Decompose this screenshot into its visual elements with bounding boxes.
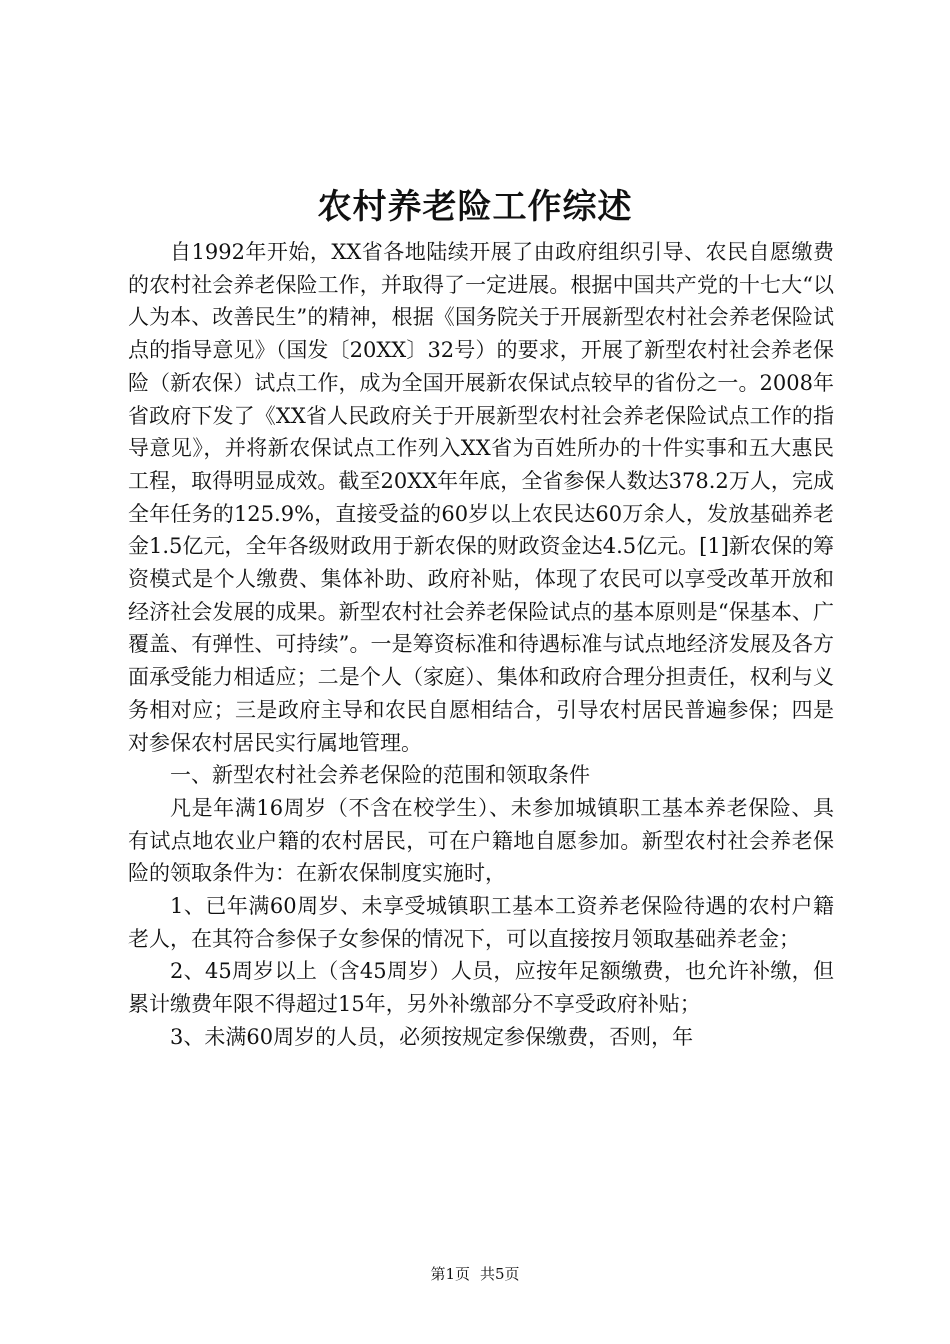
- paragraph-intro: 自1992年开始，XX省各地陆续开展了由政府组织引导、农民自愿缴费的农村社会养老保险工作，并取得了一定进展。根据中国共产党的十七大“以人为本、改善民生”的精神，根据《国务院关于开展新型农村社会养老保险试点的指导意见》（国发〔20XX〕32号）的要求，开展了新型农村社会养老保险（新农保）试点工作，成为全国开展新农保试点较早的省份之一。2008年省政府下发了《XX省人民政府关于开展新型农村社会养老保险试点工作的指导意见》，并将新农保试点工作列入XX省为百姓所办的十件实事和五大惠民工程，取得明显成效。截至20XX年年底，全省参保人数达378.2万人，完成全年任务的125.9%，直接受益的60岁以上农民达60万余人，发放基础养老金1.5亿元，全年各级财政用于新农保的财政资金达4.5亿元。[1]新农保的筹资模式是个人缴费、集体补助、政府补贴，体现了农民可以享受改革开放和经济社会发展的成果。新型农村社会养老保险试点的基本原则是“保基本、广覆盖、有弹性、可持续”。一是筹资标准和待遇标准与试点地经济发展及各方面承受能力相适应；二是个人（家庭）、集体和政府合理分担责任，权利与义务相对应；三是政府主导和农民自愿相结合，引导农村居民普遍参保；四是对参保农村居民实行属地管理。: [128, 240, 834, 755]
- page-total: 共5页: [480, 1265, 520, 1283]
- document-title: 农村养老险工作综述: [317, 187, 633, 227]
- page-footer: [0, 1264, 950, 1284]
- section-heading: 一、新型农村社会养老保险的范围和领取条件: [170, 763, 590, 788]
- list-item: 3、未满60周岁的人员，必须按规定参保缴费，否则，年: [170, 1024, 694, 1049]
- page-number: 第1页: [430, 1265, 470, 1283]
- document-body: [128, 236, 834, 1054]
- list-item: 2、45周岁以上（含45周岁）人员，应按年足额缴费，也允许补缴，但累计缴费年限不得超过15年，另外补缴部分不享受政府补贴；: [128, 959, 834, 1017]
- paragraph-eligibility: 凡是年满16周岁（不含在校学生）、未参加城镇职工基本养老保险、具有试点地农业户籍的农村居民，可在户籍地自愿参加。新型农村社会养老保险的领取条件为：在新农保制度实施时，: [128, 795, 834, 886]
- list-item: 1、已年满60周岁、未享受城镇职工基本工资养老保险待遇的农村户籍老人，在其符合参保子女参保的情况下，可以直接按月领取基础养老金；: [128, 894, 834, 951]
